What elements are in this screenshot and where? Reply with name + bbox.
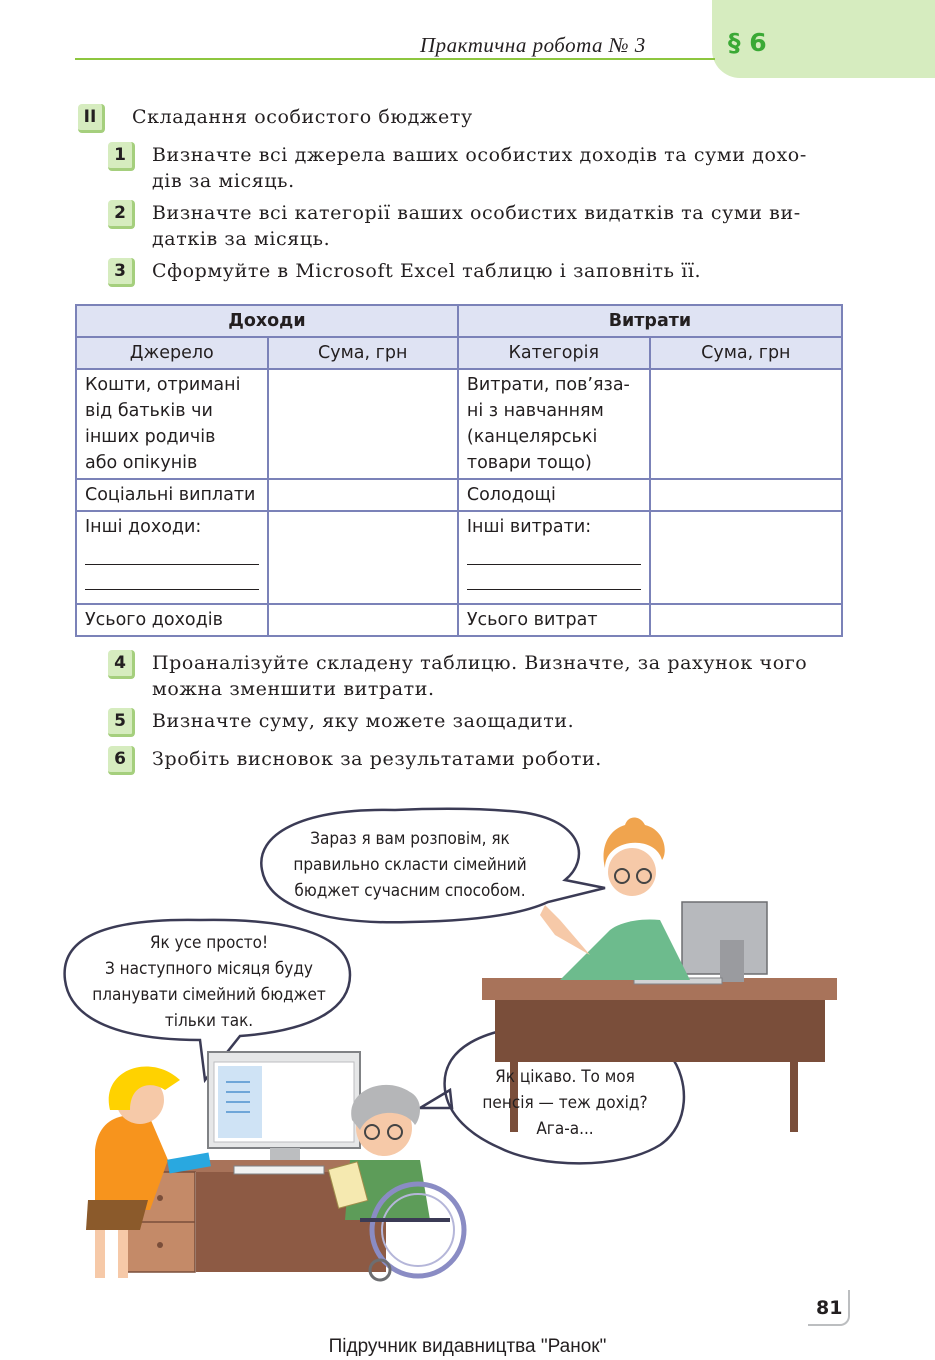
step-badge-4: 4 (108, 650, 135, 679)
part-badge: II (78, 104, 105, 133)
expense-total-cell: Усього витрат (458, 604, 650, 636)
income-header: Доходи (76, 305, 458, 337)
col-category-header: Категорія (458, 337, 650, 369)
step-4-line2: можна зменшити витрати. (152, 678, 435, 700)
bubble-line: тільки так. (164, 1011, 254, 1031)
publisher-footer: Підручник видавництва "Ранок" (328, 1336, 607, 1357)
girl-bubble-text (72, 930, 346, 1034)
step-5-line1: Визначте суму, яку можете заощадити. (152, 710, 575, 732)
expense-sum-cell (650, 479, 842, 511)
income-source-cell (76, 511, 268, 604)
col-source-header: Джерело (76, 337, 268, 369)
expense-category-cell (458, 511, 650, 604)
table-row (76, 369, 842, 479)
cell-line: ні з навчанням (466, 401, 604, 421)
bubble-line: Як цікаво. То моя (495, 1067, 635, 1087)
income-sum-cell (268, 479, 458, 511)
step-badge-2: 2 (108, 200, 135, 229)
step-badge-3: 3 (108, 258, 135, 287)
front-monitor (208, 1052, 360, 1174)
cell-line: інших родичів (85, 427, 216, 447)
blank-line (467, 565, 641, 590)
step-2-line2: датків за місяць. (152, 228, 331, 250)
income-total-cell: Усього доходів (76, 604, 268, 636)
bubble-line: Зараз я вам розповім, як (310, 829, 510, 849)
cell-line: (канцелярські (466, 427, 598, 447)
expense-category-cell (458, 369, 650, 479)
section-number: § 6 (728, 28, 767, 57)
step-3-line1: Сформуйте в Microsoft Excel таблицю і заповніть її. (152, 260, 702, 282)
table-row (76, 511, 842, 604)
step-badge-6: 6 (108, 746, 135, 775)
col-income-sum-header: Сума, грн (268, 337, 458, 369)
expense-category-cell: Солодощі (458, 479, 650, 511)
bubble-line: Як усе просто! (149, 933, 269, 953)
step-badge-5: 5 (108, 708, 135, 737)
cell-line: від батьків чи (85, 401, 213, 421)
step-1-line1: Визначте всі джерела ваших особистих доходів та суми дохо- (152, 144, 807, 166)
expense-header: Витрати (458, 305, 842, 337)
bubble-line: правильно скласти сімейний (293, 855, 527, 875)
step-1-line2: дів за місяць. (152, 170, 295, 192)
cell-line: Кошти, отримані (85, 375, 241, 395)
step-4-line1: Проаналізуйте складену таблицю. Визначте, за рахунок чого (152, 652, 808, 674)
expense-sum-cell (650, 369, 842, 479)
table-row (76, 479, 842, 511)
step-2-line1: Визначте всі категорії ваших особистих видатків та суми ви- (152, 202, 801, 224)
bubble-line: пенсія — теж дохід? (482, 1093, 648, 1113)
income-sum-cell (268, 604, 458, 636)
cell-line: або опікунів (85, 453, 198, 473)
bubble-line: Ага-а... (536, 1119, 594, 1139)
blank-line (467, 540, 641, 565)
part-title: Складання особистого бюджету (132, 106, 473, 128)
header-rule (75, 58, 715, 60)
bubble-line: З наступного місяця буду (105, 959, 313, 979)
income-source-cell (76, 369, 268, 479)
practical-work-title: Практична робота № 3 (420, 33, 646, 57)
cell-line: Витрати, пов’яза- (466, 375, 630, 395)
step-badge-1: 1 (108, 142, 135, 171)
teacher-bubble-text (270, 826, 550, 904)
grandma-bubble-text (450, 1064, 680, 1142)
expense-sum-cell (650, 511, 842, 604)
step-6-line1: Зробіть висновок за результатами роботи. (152, 748, 602, 770)
cell-line: товари тощо) (466, 453, 592, 473)
income-source-cell: Соціальні виплати (76, 479, 268, 511)
budget-table (75, 304, 843, 637)
table-row (76, 604, 842, 636)
income-sum-cell (268, 511, 458, 604)
cell-line: Інші доходи: (85, 517, 202, 537)
blank-line (85, 540, 259, 565)
bubble-line: бюджет сучасним способом. (294, 881, 526, 901)
income-sum-cell (268, 369, 458, 479)
expense-sum-cell (650, 604, 842, 636)
cell-line: Інші витрати: (466, 517, 592, 537)
page-number: 81 (816, 1297, 843, 1319)
col-expense-sum-header: Сума, грн (650, 337, 842, 369)
bubble-line: планувати сімейний бюджет (92, 985, 326, 1005)
blank-line (85, 565, 259, 590)
